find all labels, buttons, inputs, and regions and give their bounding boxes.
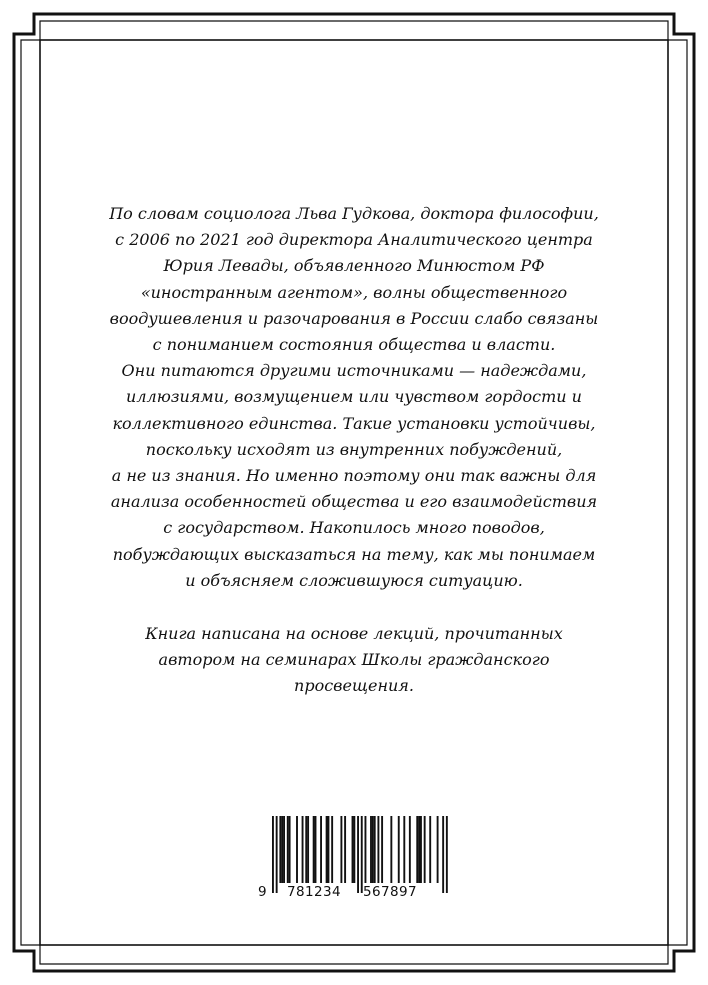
barcode-guard-bar [446,816,448,893]
barcode-bar [365,816,367,883]
barcode-bar [279,816,281,883]
text-line: «иностранным агентом», волны общественного [140,282,568,302]
barcode-bar [429,816,431,883]
annotation-paragraph-1 [95,201,613,594]
barcode-bar [409,816,411,883]
barcode-bar [420,816,422,883]
barcode-bar [416,816,418,883]
barcode-bar [418,816,420,883]
barcode-bar [374,816,376,883]
paragraph-gap [95,594,613,621]
barcode-bar [307,816,309,883]
text-line: коллективного единства. Такие установки устойчивы, [112,413,596,433]
barcode-bar [424,816,426,883]
barcode-bar [289,816,291,883]
text-line: По словам социолога Льва Гудкова, доктора философии, [109,204,599,223]
barcode-bar [377,816,379,883]
barcode-bar [296,816,298,883]
barcode-guard-bar [361,816,363,893]
barcode-bar [437,816,439,883]
barcode-bar [328,816,330,883]
text-line: просвещения. [294,676,414,696]
barcode-left-digits: 781234 [287,884,341,900]
barcode-bar [372,816,374,883]
barcode-bar [302,816,304,883]
annotation-text [95,201,613,700]
text-line: автором на семинарах Школы гражданского [158,650,550,670]
isbn-barcode [250,814,450,914]
barcode-bars [250,814,450,914]
barcode-guard-bar [357,816,359,893]
barcode-bar [381,816,383,883]
text-line: с пониманием состояния общества и власти. [152,335,556,355]
text-line: Юрия Левады, объявленного Минюстом РФ [163,256,545,276]
text-line: Они питаются другими источниками — надеждами, [121,361,587,381]
barcode-guard-bar [272,816,274,893]
text-line: с 2006 по 2021 год директора Аналитического центра [115,230,593,250]
barcode-bar [313,816,315,883]
text-line: и объясняем сложившуюся ситуацию. [185,570,523,590]
barcode-bar [352,816,354,883]
barcode-right-digits: 567897 [363,884,417,900]
text-line: анализа особенностей общества и его взаимодействия [110,492,598,512]
text-line: иллюзиями, возмущением или чувством гордости и [126,387,582,407]
barcode-bar [315,816,317,883]
barcode-bar [340,816,342,883]
barcode-bar [344,816,346,883]
barcode-bar [281,816,283,883]
barcode-bar [331,816,333,883]
barcode-bar [305,816,307,883]
text-line: Книга написана на основе лекций, прочитанных [145,624,563,644]
barcode-bar [353,816,355,883]
annotation-paragraph-2 [95,621,613,700]
text-line: воодушевления и разочарования в России слабо связаны [109,308,599,328]
barcode-first-digit: 9 [258,884,267,900]
barcode-bar [283,816,285,883]
barcode-bar [398,816,400,883]
text-line: поскольку исходят из внутренних побуждений, [145,439,563,459]
barcode-bar [326,816,328,883]
text-line: с государством. Накопилось много поводов, [163,518,545,538]
text-line: а не из знания. Но именно поэтому они так важны для [111,466,597,486]
barcode-bar [320,816,322,883]
barcode-bar [390,816,392,883]
text-line: побуждающих высказаться на тему, как мы понимаем [112,544,596,564]
barcode-bar [287,816,289,883]
barcode-bar [370,816,372,883]
barcode-guard-bar [276,816,278,893]
barcode-bar [403,816,405,883]
barcode-guard-bar [442,816,444,893]
